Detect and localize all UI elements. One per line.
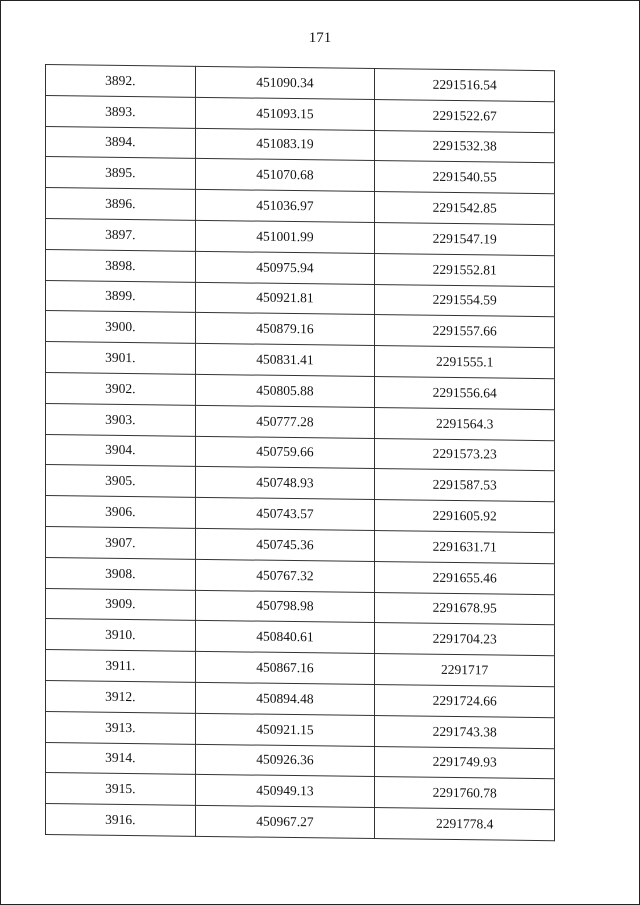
y-coordinate-cell: 2291655.46 bbox=[375, 561, 555, 594]
x-coordinate-cell: 450894.48 bbox=[195, 682, 375, 715]
point-number-cell: 3915. bbox=[46, 773, 196, 806]
y-coordinate-cell: 2291717 bbox=[375, 654, 555, 687]
y-coordinate-cell: 2291554.59 bbox=[375, 284, 555, 317]
x-coordinate-cell: 451083.19 bbox=[195, 128, 375, 161]
x-coordinate-cell: 450967.27 bbox=[195, 805, 375, 838]
x-coordinate-cell: 450921.81 bbox=[195, 282, 375, 315]
y-coordinate-cell: 2291564.3 bbox=[375, 407, 555, 440]
y-coordinate-cell: 2291532.38 bbox=[375, 130, 555, 163]
y-coordinate-cell: 2291547.19 bbox=[375, 223, 555, 256]
point-number-cell: 3908. bbox=[46, 557, 196, 590]
y-coordinate-cell: 2291704.23 bbox=[375, 623, 555, 656]
y-coordinate-cell: 2291749.93 bbox=[375, 746, 555, 779]
x-coordinate-cell: 450745.36 bbox=[195, 528, 375, 561]
point-number-cell: 3916. bbox=[46, 804, 196, 837]
x-coordinate-cell: 450805.88 bbox=[195, 374, 375, 407]
y-coordinate-cell: 2291516.54 bbox=[375, 69, 555, 102]
x-coordinate-cell: 451093.15 bbox=[195, 97, 375, 130]
y-coordinate-cell: 2291743.38 bbox=[375, 715, 555, 748]
point-number-cell: 3898. bbox=[46, 249, 196, 282]
y-coordinate-cell: 2291587.53 bbox=[375, 469, 555, 502]
y-coordinate-cell: 2291678.95 bbox=[375, 592, 555, 625]
point-number-cell: 3909. bbox=[46, 588, 196, 621]
table-row bbox=[46, 804, 555, 841]
table-body bbox=[46, 65, 555, 841]
x-coordinate-cell: 451090.34 bbox=[195, 66, 375, 99]
y-coordinate-cell: 2291555.1 bbox=[375, 346, 555, 379]
point-number-cell: 3892. bbox=[46, 65, 196, 98]
x-coordinate-cell: 450879.16 bbox=[195, 313, 375, 346]
y-coordinate-cell: 2291522.67 bbox=[375, 99, 555, 132]
point-number-cell: 3895. bbox=[46, 157, 196, 190]
point-number-cell: 3897. bbox=[46, 218, 196, 251]
x-coordinate-cell: 450798.98 bbox=[195, 590, 375, 623]
y-coordinate-cell: 2291605.92 bbox=[375, 500, 555, 533]
x-coordinate-cell: 450926.36 bbox=[195, 744, 375, 777]
y-coordinate-cell: 2291552.81 bbox=[375, 253, 555, 286]
point-number-cell: 3896. bbox=[46, 188, 196, 221]
x-coordinate-cell: 450743.57 bbox=[195, 497, 375, 530]
point-number-cell: 3911. bbox=[46, 650, 196, 683]
point-number-cell: 3914. bbox=[46, 742, 196, 775]
x-coordinate-cell: 450949.13 bbox=[195, 775, 375, 808]
point-number-cell: 3913. bbox=[46, 711, 196, 744]
page-number: 171 bbox=[308, 30, 332, 46]
point-number-cell: 3894. bbox=[46, 126, 196, 159]
point-number-cell: 3905. bbox=[46, 465, 196, 498]
x-coordinate-cell: 450777.28 bbox=[195, 405, 375, 438]
point-number-cell: 3899. bbox=[46, 280, 196, 313]
x-coordinate-cell: 451036.97 bbox=[195, 190, 375, 223]
x-coordinate-cell: 450975.94 bbox=[195, 251, 375, 284]
y-coordinate-cell: 2291724.66 bbox=[375, 684, 555, 717]
x-coordinate-cell: 451070.68 bbox=[195, 159, 375, 192]
point-number-cell: 3907. bbox=[46, 526, 196, 559]
x-coordinate-cell: 450748.93 bbox=[195, 467, 375, 500]
y-coordinate-cell: 2291778.4 bbox=[375, 808, 555, 841]
y-coordinate-cell: 2291631.71 bbox=[375, 530, 555, 563]
point-number-cell: 3901. bbox=[46, 342, 196, 375]
y-coordinate-cell: 2291557.66 bbox=[375, 315, 555, 348]
point-number-cell: 3910. bbox=[46, 619, 196, 652]
x-coordinate-cell: 450767.32 bbox=[195, 559, 375, 592]
y-coordinate-cell: 2291760.78 bbox=[375, 777, 555, 810]
x-coordinate-cell: 451001.99 bbox=[195, 220, 375, 253]
x-coordinate-cell: 450840.61 bbox=[195, 621, 375, 654]
point-number-cell: 3904. bbox=[46, 434, 196, 467]
point-number-cell: 3906. bbox=[46, 496, 196, 529]
point-number-cell: 3900. bbox=[46, 311, 196, 344]
x-coordinate-cell: 450831.41 bbox=[195, 344, 375, 377]
x-coordinate-cell: 450921.15 bbox=[195, 713, 375, 746]
point-number-cell: 3893. bbox=[46, 95, 196, 128]
y-coordinate-cell: 2291556.64 bbox=[375, 376, 555, 409]
x-coordinate-cell: 450759.66 bbox=[195, 436, 375, 469]
point-number-cell: 3903. bbox=[46, 403, 196, 436]
point-number-cell: 3902. bbox=[46, 372, 196, 405]
y-coordinate-cell: 2291542.85 bbox=[375, 192, 555, 225]
coordinates-table bbox=[45, 64, 555, 841]
point-number-cell: 3912. bbox=[46, 680, 196, 713]
x-coordinate-cell: 450867.16 bbox=[195, 651, 375, 684]
y-coordinate-cell: 2291540.55 bbox=[375, 161, 555, 194]
y-coordinate-cell: 2291573.23 bbox=[375, 438, 555, 471]
